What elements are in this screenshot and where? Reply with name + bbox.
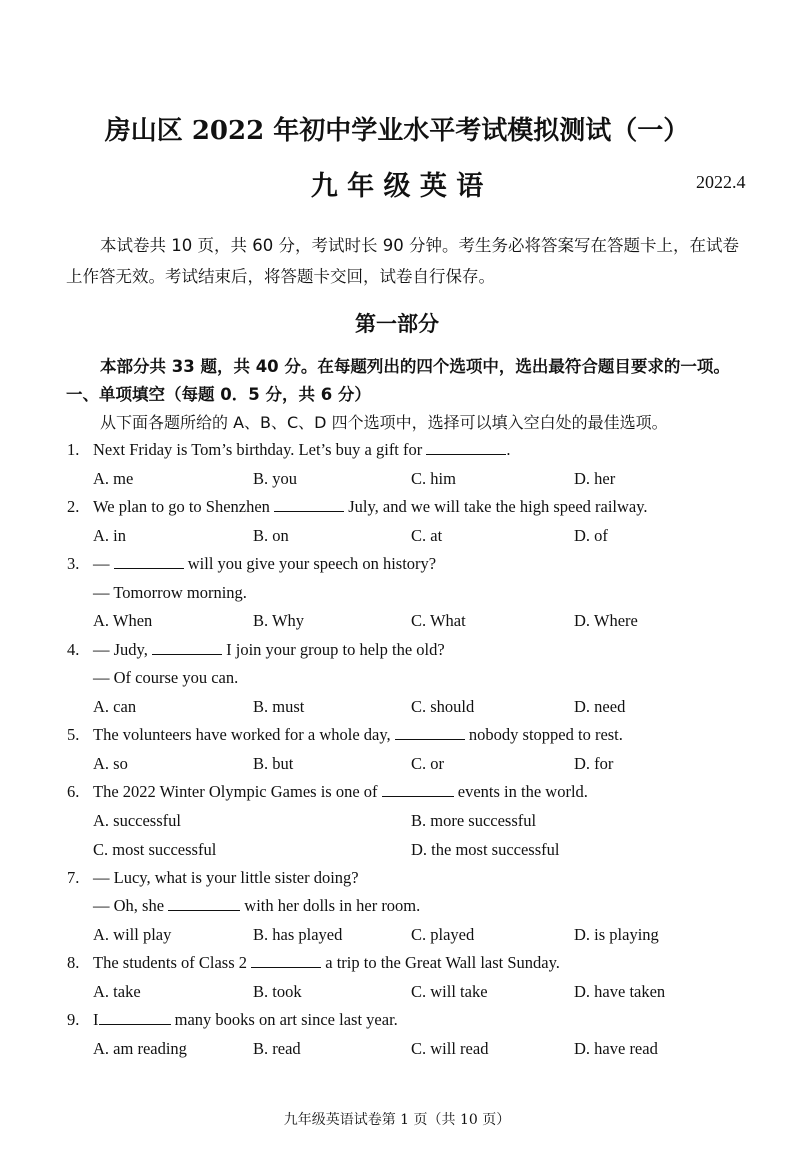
answer-blank xyxy=(274,497,344,512)
page-footer: 九年级英语试卷第 1 页（共 10 页） xyxy=(283,1112,511,1128)
answer-option: B. you xyxy=(253,469,298,488)
answer-option: B. read xyxy=(253,1039,301,1058)
part-title: 第一部分 xyxy=(355,311,439,336)
answer-option: C. will read xyxy=(411,1039,489,1058)
answer-option: C. at xyxy=(411,526,443,545)
question-text: The volunteers have worked for a whole day, xyxy=(93,725,395,744)
question-text: — Of course you can. xyxy=(93,668,239,687)
answer-option: A. successful xyxy=(93,811,181,830)
answer-blank xyxy=(395,725,465,740)
section-title: 一、单项填空（每题 0．5 分，共 6 分） xyxy=(66,385,371,404)
question-line xyxy=(93,1010,398,1030)
question-text: — Judy, xyxy=(93,640,152,659)
answer-option: D. have taken xyxy=(574,982,666,1001)
question-number: 3. xyxy=(67,554,80,573)
answer-option: A. in xyxy=(93,526,126,545)
answer-blank xyxy=(168,896,240,911)
question-line xyxy=(93,640,445,660)
question-text: events in the world. xyxy=(453,782,588,801)
question-text: The students of Class 2 xyxy=(93,953,252,972)
question-line xyxy=(93,868,359,888)
answer-option: B. Why xyxy=(253,611,305,630)
answer-option: D. is playing xyxy=(574,925,659,944)
exam-title: 房山区 2022 年初中学业水平考试模拟测试（一） xyxy=(104,116,690,146)
answer-option: B. but xyxy=(253,754,294,773)
answer-blank xyxy=(382,782,454,797)
answer-option: D. need xyxy=(574,697,626,716)
answer-option: D. for xyxy=(574,754,614,773)
answer-option: C. played xyxy=(411,925,475,944)
question-text: Next Friday is Tom’s birthday. Let’s buy a gift for xyxy=(93,440,427,459)
question-text: July, and we will take the high speed railway. xyxy=(344,497,648,516)
question-number: 6. xyxy=(67,782,80,801)
answer-option: C. or xyxy=(411,754,444,773)
answer-option: C. should xyxy=(411,697,475,716)
question-line xyxy=(93,497,648,517)
answer-blank xyxy=(114,554,184,569)
answer-option: C. What xyxy=(411,611,466,630)
answer-option: D. Where xyxy=(574,611,638,630)
answer-blank xyxy=(99,1010,171,1025)
answer-option: B. must xyxy=(253,697,305,716)
question-text: The 2022 Winter Olympic Games is one of xyxy=(93,782,382,801)
answer-option: C. him xyxy=(411,469,456,488)
section-instruction: 从下面各题所给的 A、B、C、D 四个选项中，选择可以填入空白处的最佳选项。 xyxy=(100,413,668,432)
answer-option: D. her xyxy=(574,469,616,488)
question-text: We plan to go to Shenzhen xyxy=(93,497,275,516)
answer-option: C. will take xyxy=(411,982,488,1001)
question-line xyxy=(93,896,420,916)
question-number: 7. xyxy=(67,868,80,887)
question-number: 8. xyxy=(67,953,80,972)
question-line xyxy=(93,668,238,688)
question-text: many books on art since last year. xyxy=(170,1010,398,1029)
question-text: — Lucy, what is your little sister doing? xyxy=(93,868,359,887)
question-text: I xyxy=(93,1010,99,1029)
question-text: . xyxy=(506,440,511,459)
question-text: I join your group to help the old? xyxy=(221,640,445,659)
answer-option: A. am reading xyxy=(93,1039,187,1058)
part-description: 本部分共 33 题，共 40 分。在每题列出的四个选项中，选出最符合题目要求的一项。 xyxy=(100,357,730,376)
exam-date: 2022.4 xyxy=(696,172,746,192)
answer-option: D. of xyxy=(574,526,608,545)
answer-option: A. When xyxy=(93,611,153,630)
answer-blank xyxy=(152,640,222,655)
question-line xyxy=(93,725,623,745)
question-number: 5. xyxy=(67,725,80,744)
question-text: will you give your speech on history? xyxy=(183,554,437,573)
answer-option: D. have read xyxy=(574,1039,658,1058)
question-line xyxy=(93,953,560,973)
exam-instructions: 本试卷共 10 页，共 60 分，考试时长 90 分钟。考生务必将答案写在答题卡上，在试卷上作答无效。考试结束后，将答题卡交回，试卷自行保存。 xyxy=(66,236,739,286)
answer-blank xyxy=(251,953,321,968)
answer-option: B. took xyxy=(253,982,302,1001)
question-text: with her dolls in her room. xyxy=(240,896,421,915)
question-text: nobody stopped to rest. xyxy=(464,725,623,744)
question-text: — Oh, she xyxy=(93,896,169,915)
answer-option: B. has played xyxy=(253,925,343,944)
question-number: 1. xyxy=(67,440,80,459)
answer-option: B. on xyxy=(253,526,289,545)
answer-option: C. most successful xyxy=(93,840,217,859)
answer-option: B. more successful xyxy=(411,811,537,830)
question-text: — xyxy=(93,554,114,573)
answer-blank xyxy=(426,440,506,455)
question-line xyxy=(93,583,247,603)
question-line xyxy=(93,554,436,574)
question-line xyxy=(93,440,511,460)
answer-option: A. will play xyxy=(93,925,172,944)
answer-option: A. me xyxy=(93,469,134,488)
answer-option: D. the most successful xyxy=(411,840,560,859)
question-number: 4. xyxy=(67,640,80,659)
question-line xyxy=(93,782,588,802)
answer-option: A. so xyxy=(93,754,128,773)
question-text: — Tomorrow morning. xyxy=(93,583,247,602)
question-number: 9. xyxy=(67,1010,80,1029)
question-text: a trip to the Great Wall last Sunday. xyxy=(321,953,560,972)
question-number: 2. xyxy=(67,497,80,516)
answer-option: A. can xyxy=(93,697,137,716)
answer-option: A. take xyxy=(93,982,141,1001)
subject-title: 九 年 级 英 语 xyxy=(310,171,484,202)
